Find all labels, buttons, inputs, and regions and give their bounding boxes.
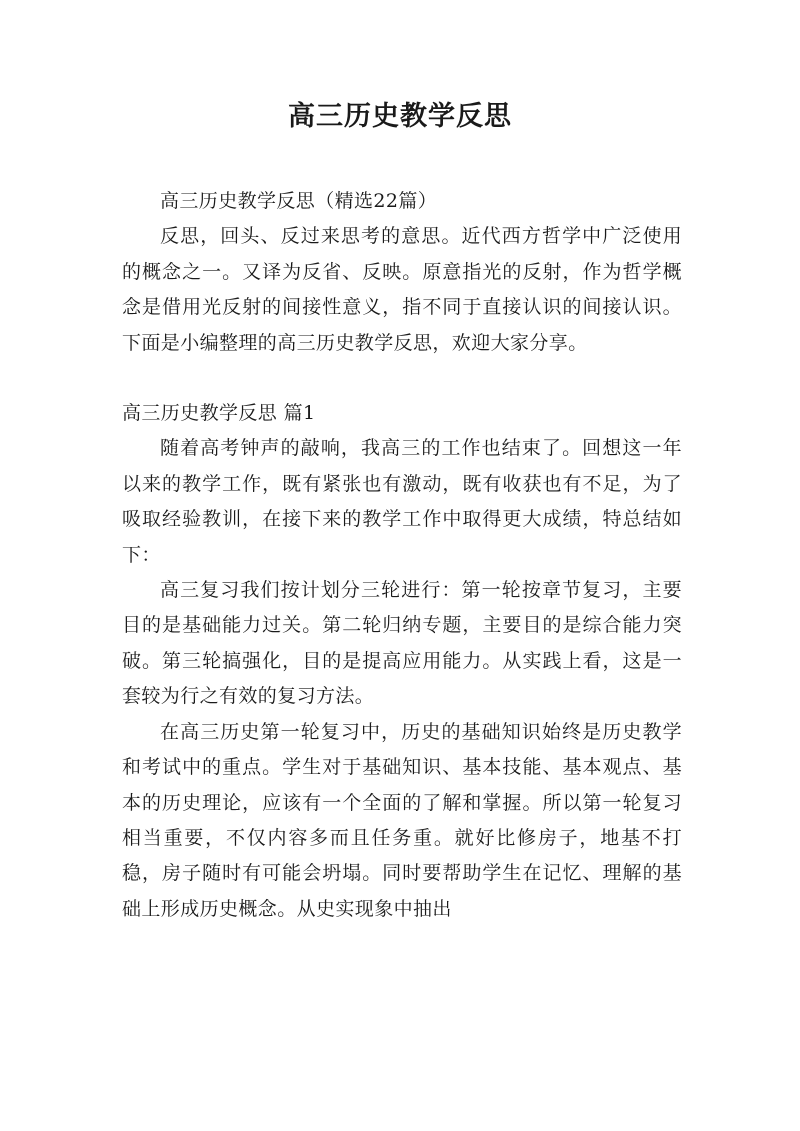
section-heading: 高三历史教学反思 篇1 xyxy=(122,402,316,425)
document-subtitle: 高三历史教学反思（精选22篇） xyxy=(160,190,438,212)
body-paragraph: 随着高考钟声的敲响，我高三的工作也结束了。回想这一年以来的教学工作，既有紧张也有激动，既有收获也有不足，为了吸取经验教训，在接下来的教学工作中取得更大成绩，特总结如下： xyxy=(122,437,682,566)
body-paragraph: 高三复习我们按计划分三轮进行：第一轮按章节复习，主要目的是基础能力过关。第二轮归纳专题，主要目的是综合能力突破。第三轮搞强化，目的是提高应用能力。从实践上看，这是一套较为行之有效的复习方法。 xyxy=(122,579,682,708)
document-title: 高三历史教学反思 xyxy=(288,101,512,132)
section-spacer xyxy=(122,361,682,396)
body-paragraph: 在高三历史第一轮复习中，历史的基础知识始终是历史教学和考试中的重点。学生对于基础知识、基本技能、基本观点、基本的历史理论，应该有一个全面的了解和掌握。所以第一轮复习相当重要，不仅内容多而且任务重。就好比修房子，地基不打稳，房子随时有可能会坍塌。同时要帮助学生在记忆、理解的基础上形成历史概念。从史实现象中抽出 xyxy=(122,720,682,920)
document-body xyxy=(122,184,682,927)
intro-paragraph: 反思，回头、反过来思考的意思。近代西方哲学中广泛使用的概念之一。又译为反省、反映。原意指光的反射，作为哲学概念是借用光反射的间接性意义，指不同于直接认识的间接认识。下面是小编整理的高三历史教学反思，欢迎大家分享。 xyxy=(122,225,682,354)
